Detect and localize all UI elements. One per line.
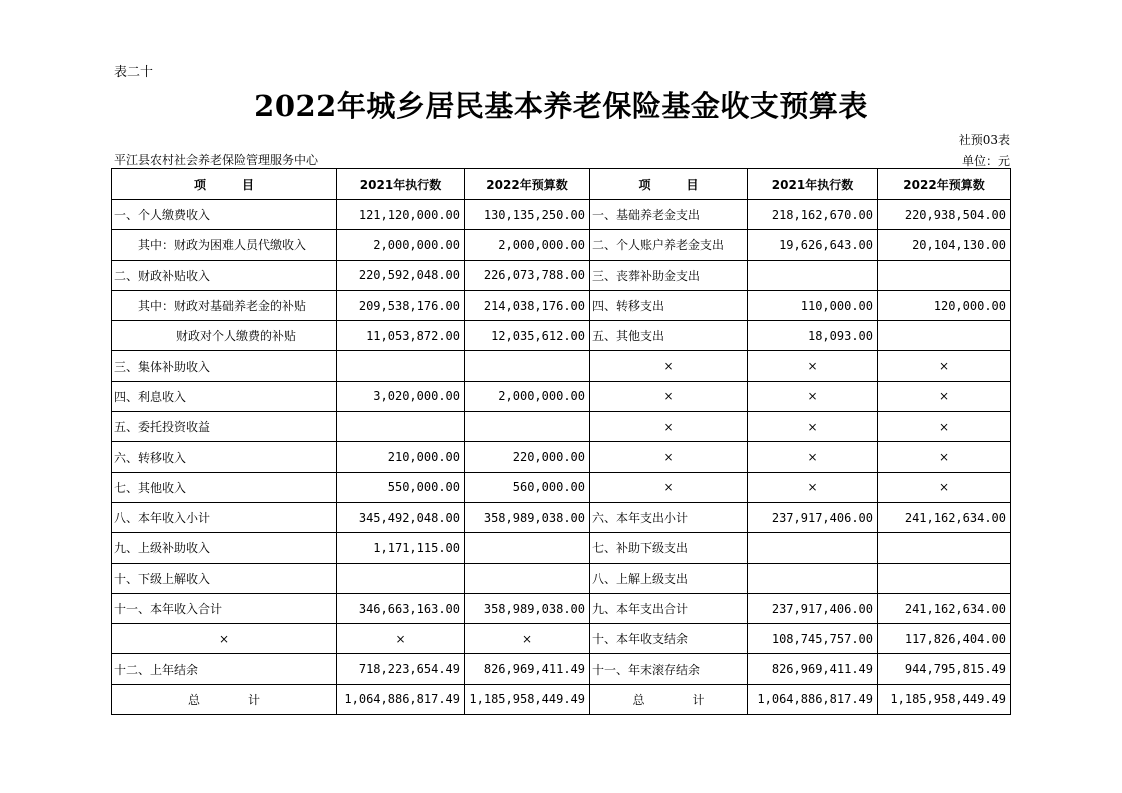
expense-item-cell: 一、基础养老金支出 <box>590 200 748 230</box>
income-2021-cell: 2,000,000.00 <box>337 230 465 260</box>
expense-item-cell: 四、转移支出 <box>590 290 748 320</box>
income-2022-cell: 214,038,176.00 <box>465 290 590 320</box>
income-item-cell: × <box>112 624 337 654</box>
header-2021-expense: 2021年执行数 <box>748 169 878 200</box>
expense-2021-cell <box>748 260 878 290</box>
header-item-expense: 项 目 <box>590 169 748 200</box>
income-2022-cell: 1,185,958,449.49 <box>465 684 590 714</box>
expense-2022-cell: × <box>878 442 1011 472</box>
income-2022-cell: 560,000.00 <box>465 472 590 502</box>
organization-name: 平江县农村社会养老保险管理服务中心 <box>114 153 319 167</box>
expense-2022-cell: 1,185,958,449.49 <box>878 684 1011 714</box>
income-2022-cell: 358,989,038.00 <box>465 593 590 623</box>
table-row <box>112 230 1011 260</box>
expense-2022-cell: 241,162,634.00 <box>878 502 1011 532</box>
table-row <box>112 200 1011 230</box>
income-2022-cell: 226,073,788.00 <box>465 260 590 290</box>
income-item-cell: 总 计 <box>112 684 337 714</box>
expense-item-cell: 五、其他支出 <box>590 321 748 351</box>
expense-item-cell: × <box>590 442 748 472</box>
table-row <box>112 624 1011 654</box>
expense-item-cell: 七、补助下级支出 <box>590 533 748 563</box>
income-2021-cell: 718,223,654.49 <box>337 654 465 684</box>
income-item-cell: 一、个人缴费收入 <box>112 200 337 230</box>
table-row <box>112 351 1011 381</box>
expense-2021-cell: 237,917,406.00 <box>748 502 878 532</box>
expense-2022-cell <box>878 533 1011 563</box>
income-2021-cell <box>337 351 465 381</box>
income-item-cell: 五、委托投资收益 <box>112 412 337 442</box>
expense-2022-cell <box>878 321 1011 351</box>
table-row <box>112 684 1011 714</box>
income-2021-cell: 210,000.00 <box>337 442 465 472</box>
expense-2021-cell: × <box>748 472 878 502</box>
income-item-cell: 其中：财政为困难人员代缴收入 <box>112 230 337 260</box>
expense-2022-cell: × <box>878 472 1011 502</box>
expense-item-cell: 三、丧葬补助金支出 <box>590 260 748 290</box>
expense-2021-cell: 826,969,411.49 <box>748 654 878 684</box>
income-2021-cell: 345,492,048.00 <box>337 502 465 532</box>
table-row <box>112 290 1011 320</box>
income-2021-cell <box>337 412 465 442</box>
expense-2022-cell <box>878 260 1011 290</box>
table-row <box>112 472 1011 502</box>
expense-item-cell: 八、上解上级支出 <box>590 563 748 593</box>
income-item-cell: 六、转移收入 <box>112 442 337 472</box>
table-row <box>112 412 1011 442</box>
expense-item-cell: 六、本年支出小计 <box>590 502 748 532</box>
sheet-label: 表二十 <box>114 65 154 80</box>
income-2022-cell: 2,000,000.00 <box>465 230 590 260</box>
expense-2022-cell: 944,795,815.49 <box>878 654 1011 684</box>
income-item-cell: 十、下级上解收入 <box>112 563 337 593</box>
income-item-cell: 二、财政补贴收入 <box>112 260 337 290</box>
income-2021-cell: 220,592,048.00 <box>337 260 465 290</box>
expense-item-cell: × <box>590 351 748 381</box>
income-item-cell: 十一、本年收入合计 <box>112 593 337 623</box>
income-item-cell: 九、上级补助收入 <box>112 533 337 563</box>
income-2021-cell: 1,064,886,817.49 <box>337 684 465 714</box>
expense-2022-cell: 20,104,130.00 <box>878 230 1011 260</box>
expense-item-cell: × <box>590 381 748 411</box>
expense-2021-cell: 110,000.00 <box>748 290 878 320</box>
expense-2021-cell: 18,093.00 <box>748 321 878 351</box>
expense-2021-cell: 237,917,406.00 <box>748 593 878 623</box>
income-2022-cell: 826,969,411.49 <box>465 654 590 684</box>
income-item-cell: 七、其他收入 <box>112 472 337 502</box>
header-2022-income: 2022年预算数 <box>465 169 590 200</box>
income-2021-cell: 346,663,163.00 <box>337 593 465 623</box>
expense-item-cell: 总 计 <box>590 684 748 714</box>
income-2021-cell: × <box>337 624 465 654</box>
unit-label: 单位：元 <box>961 154 1010 168</box>
expense-2022-cell <box>878 563 1011 593</box>
expense-2021-cell: × <box>748 351 878 381</box>
expense-2022-cell: 120,000.00 <box>878 290 1011 320</box>
income-2022-cell: 220,000.00 <box>465 442 590 472</box>
income-2022-cell: 2,000,000.00 <box>465 381 590 411</box>
table-row <box>112 533 1011 563</box>
income-2022-cell <box>465 412 590 442</box>
expense-2021-cell: × <box>748 442 878 472</box>
income-2022-cell: × <box>465 624 590 654</box>
expense-2021-cell: 1,064,886,817.49 <box>748 684 878 714</box>
expense-2022-cell: × <box>878 351 1011 381</box>
header-item-income: 项 目 <box>112 169 337 200</box>
table-row <box>112 502 1011 532</box>
table-row <box>112 593 1011 623</box>
expense-2021-cell: 108,745,757.00 <box>748 624 878 654</box>
expense-item-cell: 二、个人账户养老金支出 <box>590 230 748 260</box>
header-2022-expense: 2022年预算数 <box>878 169 1011 200</box>
table-row <box>112 654 1011 684</box>
income-item-cell: 十二、上年结余 <box>112 654 337 684</box>
income-2021-cell <box>337 563 465 593</box>
income-2022-cell <box>465 533 590 563</box>
table-row <box>112 442 1011 472</box>
expense-2021-cell: 218,162,670.00 <box>748 200 878 230</box>
expense-2021-cell <box>748 533 878 563</box>
expense-2021-cell: 19,626,643.00 <box>748 230 878 260</box>
table-row <box>112 321 1011 351</box>
income-2022-cell: 12,035,612.00 <box>465 321 590 351</box>
income-item-cell: 四、利息收入 <box>112 381 337 411</box>
expense-2022-cell: × <box>878 412 1011 442</box>
header-2021-income: 2021年执行数 <box>337 169 465 200</box>
income-2022-cell: 358,989,038.00 <box>465 502 590 532</box>
expense-2022-cell: × <box>878 381 1011 411</box>
income-2022-cell <box>465 351 590 381</box>
page-title: 2022年城乡居民基本养老保险基金收支预算表 <box>254 89 868 123</box>
expense-2021-cell: × <box>748 412 878 442</box>
budget-table <box>111 168 1011 715</box>
income-2021-cell: 550,000.00 <box>337 472 465 502</box>
expense-2021-cell: × <box>748 381 878 411</box>
expense-2022-cell: 220,938,504.00 <box>878 200 1011 230</box>
expense-item-cell: 十一、年末滚存结余 <box>590 654 748 684</box>
income-2021-cell: 3,020,000.00 <box>337 381 465 411</box>
income-item-cell: 财政对个人缴费的补贴 <box>112 321 337 351</box>
income-item-cell: 三、集体补助收入 <box>112 351 337 381</box>
table-row <box>112 563 1011 593</box>
expense-2022-cell: 241,162,634.00 <box>878 593 1011 623</box>
expense-item-cell: 九、本年支出合计 <box>590 593 748 623</box>
expense-item-cell: × <box>590 472 748 502</box>
expense-item-cell: 十、本年收支结余 <box>590 624 748 654</box>
expense-2021-cell <box>748 563 878 593</box>
income-2021-cell: 11,053,872.00 <box>337 321 465 351</box>
income-2022-cell <box>465 563 590 593</box>
income-2021-cell: 121,120,000.00 <box>337 200 465 230</box>
table-header-row <box>112 169 1011 200</box>
expense-item-cell: × <box>590 412 748 442</box>
table-row <box>112 381 1011 411</box>
table-row <box>112 260 1011 290</box>
table-code: 社预03表 <box>958 133 1010 147</box>
expense-2022-cell: 117,826,404.00 <box>878 624 1011 654</box>
income-item-cell: 八、本年收入小计 <box>112 502 337 532</box>
income-2021-cell: 1,171,115.00 <box>337 533 465 563</box>
income-2021-cell: 209,538,176.00 <box>337 290 465 320</box>
income-item-cell: 其中：财政对基础养老金的补贴 <box>112 290 337 320</box>
income-2022-cell: 130,135,250.00 <box>465 200 590 230</box>
